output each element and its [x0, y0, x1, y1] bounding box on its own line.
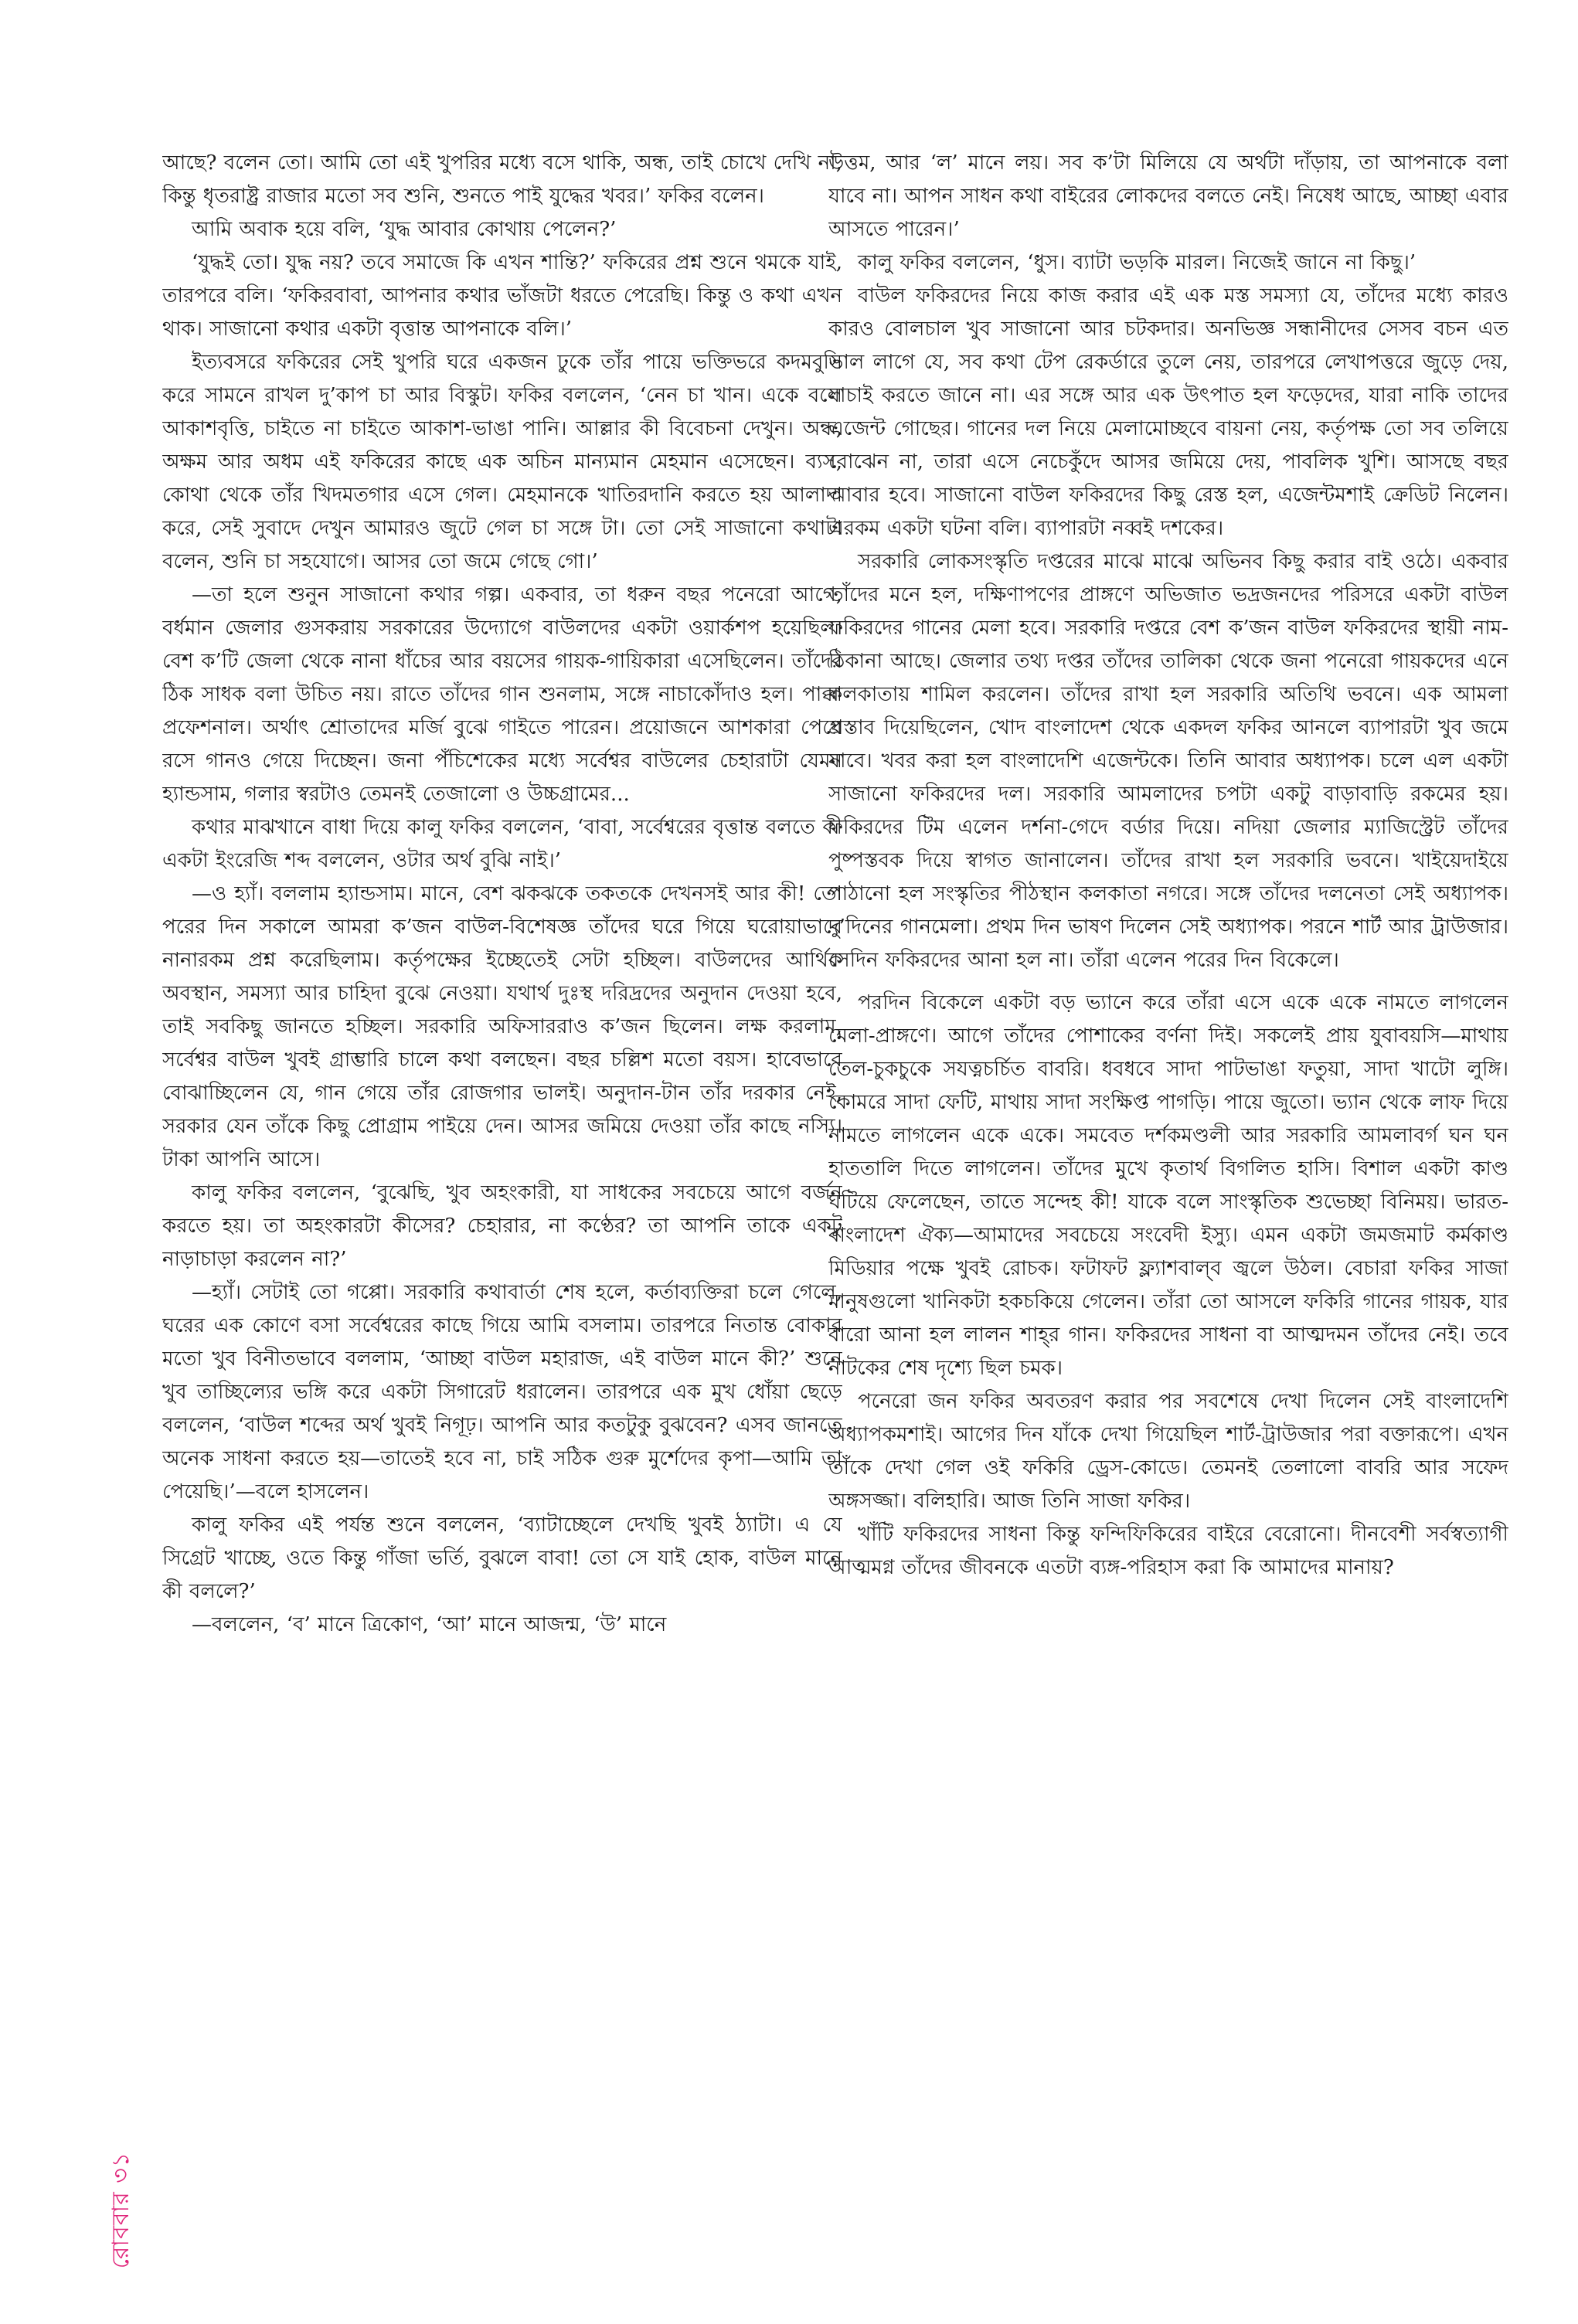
paragraph: পরদিন বিকেলে একটা বড় ভ্যানে করে তাঁরা এসে একে একে নামতে লাগলেন মেলা-প্রাঙ্গণে। আগে তাঁদের পোশাকের বর্ণনা দিই। সকলেই প্রায় যুবাবয়সি—মাথায় তেল-চুকচুকে সযত্নচর্চিত বাবরি। ধবধবে সাদা পাটভাঙা ফতুয়া, সাদা খাটো লুঙ্গি। কোমরে সাদা ফেটি, মাথায় সাদা সংক্ষিপ্ত পাগড়ি। পায়ে জুতো। ভ্যান থেকে লাফ দিয়ে নামতে লাগলেন একে একে। সমবেত দর্শকমণ্ডলী আর সরকারি আমলাবর্গ ঘন ঘন হাততালি দিতে লাগলেন। তাঁদের মুখে কৃতার্থ বিগলিত হাসি। বিশাল একটা কাণ্ড ঘটিয়ে ফেলেছেন, তাতে সন্দেহ কী! যাকে বলে সাংস্কৃতিক শুভেচ্ছা বিনিময়। ভারত-বাংলাদেশ ঐক্য—আমাদের সবচেয়ে সংবেদী ইস্যু। এমন একটা জমজমাট কর্মকাণ্ড মিডিয়ার পক্ষে খুবই রোচক। ফটাফট ফ্ল্যাশবাল্‌ব জ্বলে উঠল। বেচারা ফকির সাজা মানুষগুলো খানিকটা হকচকিয়ে গেলেন। তাঁরা তো আসলে ফকিরি গানের গায়ক, যার বারো আনা হল লালন শাহ্‌র গান। ফকিরদের সাধনা বা আত্মদমন তাঁদের নেই। তবে নাটকের শেষ দৃশ্যে ছিল চমক। — [828, 991, 1508, 1380]
paragraph: বাউল ফকিরদের নিয়ে কাজ করার এই এক মস্ত সমস্যা যে, তাঁদের মধ্যে কারও কারও বোলচাল খুব সাজানো আর চটকদার। অনভিজ্ঞ সন্ধানীদের সেসব বচন এত ভাল লাগে যে, সব কথা টেপ রেকর্ডারে তুলে নেয়, তারপরে লেখাপত্তরে জুড়ে দেয়, যাচাই করতে জানে না। এর সঙ্গে আর এক উৎপাত হল ফড়েদের, যারা নাকি তাদের এজেন্ট গোছের। গানের দল নিয়ে মেলামোচ্ছবে বায়না নেয়, কর্তৃপক্ষ তো সব তলিয়ে বোঝেন না, তারা এসে নেচেকুঁদে আসর জমিয়ে দেয়, পাবলিক খুশি। আসছে বছর আবার হবে। সাজানো বাউল ফকিরদের কিছু রেস্ত হল, এজেন্টমশাই ক্রেডিট নিলেন। এরকম একটা ঘটনা বলি। ব্যাপারটা নব্বই দশকের। — [828, 284, 1508, 540]
paragraph: —হ্যাঁ। সেটাই তো গপ্পো। সরকারি কথাবার্তা শেষ হলে, কর্তাব্যক্তিরা চলে গেলে, ঘরের এক কোণে বসা সর্বেশ্বরের কাছে গিয়ে আমি বসলাম। তারপরে নিতান্ত বোকার মতো খুব বিনীতভাবে বললাম, ‘আচ্ছা বাউল মহারাজ, এই বাউল মানে কী?’ শুনে খুব তাচ্ছিল্যের ভঙ্গি করে একটা সিগারেট ধরালেন। তারপরে এক মুখ ধোঁয়া ছেড়ে বললেন, ‘বাউল শব্দের অর্থ খুবই নিগূঢ়। আপনি আর কতটুকু বুঝবেন? এসব জানতে অনেক সাধনা করতে হয়—তাতেই হবে না, চাই সঠিক গুরু মুর্শেদের কৃপা—আমি তা পেয়েছি।’—বলে হাসলেন। — [162, 1281, 842, 1503]
paragraph: ইত্যবসরে ফকিরের সেই খুপরি ঘরে একজন ঢুকে তাঁর পায়ে ভক্তিভরে কদমবুসি করে সামনে রাখল দু’কাপ চা আর বিস্কুট। ফকির বললেন, ‘নেন চা খান। একে বলে আকাশবৃত্তি, চাইতে না চাইতে আকাশ-ভাঙা পানি। আল্লার কী বিবেচনা দেখুন। অন্ধ, অক্ষম আর অধম এই ফকিরের কাছে এক অচিন মান্যমান মেহমান এসেছেন। ব্যস, কোথা থেকে তাঁর খিদমতগার এসে গেল। মেহমানকে খাতিরদানি করতে হয় আলাদা করে, সেই সুবাদে দেখুন আমারও জুটে গেল চা সঙ্গে টা। তো সেই সাজানো কথাটা বলেন, শুনি চা সহযোগে। আসর তো জমে গেছে গো।’ — [162, 351, 842, 573]
paragraph: উত্তম, আর ‘ল’ মানে লয়। সব ক’টা মিলিয়ে যে অর্থটা দাঁড়ায়, তা আপনাকে বলা যাবে না। আপন সাধন কথা বাইরের লোকদের বলতে নেই। নিষেধ আছে, আচ্ছা এবার আসতে পারেন।’ — [828, 151, 1508, 241]
paragraph: আছে? বলেন তো। আমি তো এই খুপরির মধ্যে বসে থাকি, অন্ধ, তাই চোখে দেখি না, কিন্তু ধৃতরাষ্ট্র রাজার মতো সব শুনি, শুনতে পাই যুদ্ধের খবর।’ ফকির বলেন। — [162, 151, 842, 208]
paragraph: কালু ফকির বললেন, ‘ধুস। ব্যাটা ভড়কি মারল। নিজেই জানে না কিছু।’ — [858, 251, 1416, 274]
left-column — [162, 147, 842, 2264]
paragraph: সরকারি লোকসংস্কৃতি দপ্তরের মাঝে মাঝে অভিনব কিছু করার বাই ওঠে। একবার তাঁদের মনে হল, দক্ষিণাপণের প্রাঙ্গণে অভিজাত ভদ্রজনদের পরিসরে একটা বাউল ফকিরদের গানের মেলা হবে। সরকারি দপ্তরে বেশ ক’জন বাউল ফকিরদের স্থায়ী নাম-ঠিকানা আছে। জেলার তথ্য দপ্তর তাঁদের তালিকা থেকে জনা পনেরো গায়কদের এনে কলকাতায় শামিল করলেন। তাঁদের রাখা হল সরকারি অতিথি ভবনে। এক আমলা প্রস্তাব দিয়েছিলেন, খোদ বাংলাদেশ থেকে একদল ফকির আনলে ব্যাপারটা খুব জমে যাবে। খবর করা হল বাংলাদেশি এজেন্টকে। তিনি আবার অধ্যাপক। চলে এল একটা সাজানো ফকিরদের দল। সরকারি আমলাদের চপটা একটু বাড়াবাড়ি রকমের হয়। ফকিরদের টিম এলেন দর্শনা-গেদে বর্ডার দিয়ে। নদিয়া জেলার ম্যাজিস্ট্রেট তাঁদের পুষ্পস্তবক দিয়ে স্বাগত জানালেন। তাঁদের রাখা হল সরকারি ভবনে। খাইয়েদাইয়ে পাঠানো হল সংস্কৃতির পীঠস্থান কলকাতা নগরে। সঙ্গে তাঁদের দলনেতা সেই অধ্যাপক। দু’দিনের গানমেলা। প্রথম দিন ভাষণ দিলেন সেই অধ্যাপক। পরনে শার্ট আর ট্রাউজার। সেদিন ফকিরদের আনা হল না। তাঁরা এলেন পরের দিন বিকেলে। — [828, 550, 1508, 972]
paragraph: খাঁটি ফকিরদের সাধনা কিন্তু ফন্দিফিকিরের বাইরে বেরোনো। দীনবেশী সর্বস্বত্যাগী আত্মমগ্ন তাঁদের জীবনকে এতটা ব্যঙ্গ-পরিহাস করা কি আমাদের মানায়? — [828, 1523, 1508, 1579]
paragraph: —তা হলে শুনুন সাজানো কথার গল্প। একবার, তা ধরুন বছর পনেরো আগে, বর্ধমান জেলার গুসকরায় সরকারের উদ্যোগে বাউলদের একটা ওয়ার্কশপ হয়েছিল। বেশ ক’টি জেলা থেকে নানা ধাঁচের আর বয়সের গায়ক-গায়িকারা এসেছিলেন। তাঁদের ঠিক সাধক বলা উচিত নয়। রাতে তাঁদের গান শুনলাম, সঙ্গে নাচাকোঁদাও হল। পাক্কা প্রফেশনাল। অর্থাৎ শ্রোতাদের মর্জি বুঝে গাইতে পারেন। প্রয়োজনে আশকারা পেয়ে রসে গানও গেয়ে দিচ্ছেন। জনা পঁচিশেকের মধ্যে সর্বেশ্বর বাউলের চেহারাটা যেমন হ্যান্ডসাম, গলার স্বরটাও তেমনই তেজালো ও উচ্চগ্রামের... — [162, 583, 842, 806]
paragraph: —বললেন, ‘ব’ মানে ত্রিকোণ, ‘আ’ মানে আজন্ম, ‘উ’ মানে — [192, 1613, 667, 1636]
right-column — [828, 147, 1508, 2264]
paragraph: কালু ফকির এই পর্যন্ত শুনে বললেন, ‘ব্যাটাচ্ছেলে দেখছি খুবই ঠ্যাটা। এ যে সিগ্রেট খাচ্ছে, ওতে কিন্তু গাঁজা ভর্তি, বুঝলে বাবা! তো সে যাই হোক, বাউল মানে কী বললে?’ — [162, 1514, 842, 1603]
paragraph: —ও হ্যাঁ। বললাম হ্যান্ডসাম। মানে, বেশ ঝকঝকে তকতকে দেখনসই আর কী! তো পরের দিন সকালে আমরা ক’জন বাউল-বিশেষজ্ঞ তাঁদের ঘরে গিয়ে ঘরোয়াভাবে নানারকম প্রশ্ন করেছিলাম। কর্তৃপক্ষের ইচ্ছেতেই সেটা হচ্ছিল। বাউলদের আর্থিক অবস্থান, সমস্যা আর চাহিদা বুঝে নেওয়া। যথার্থ দুঃস্থ দরিদ্রদের অনুদান দেওয়া হবে, তাই সবকিছু জানতে হচ্ছিল। সরকারি অফিসাররাও ক’জন ছিলেন। লক্ষ করলাম, সর্বেশ্বর বাউল খুবই গ্রাম্ভারি চালে কথা বলছেন। বছর চল্লিশ মতো বয়স। হাবেভাবে বোঝাচ্ছিলেন যে, গান গেয়ে তাঁর রোজগার ভালই। অনুদান-টান তাঁর দরকার নেই, সরকার যেন তাঁকে কিছু প্রোগ্রাম পাইয়ে দেন। আসর জমিয়ে দেওয়া তাঁর কাছে নস্যি। টাকা আপনি আসে। — [162, 882, 842, 1171]
paragraph: আমি অবাক হয়ে বলি, ‘যুদ্ধ আবার কোথায় পেলেন?’ — [192, 218, 617, 241]
paragraph: কালু ফকির বললেন, ‘বুঝেছি, খুব অহংকারী, যা সাধকের সবচেয়ে আগে বর্জন করতে হয়। তা অহংকারটা কীসের? চেহারার, না কণ্ঠের? তা আপনি তাকে একটু নাড়াচাড়া করলেন না?’ — [162, 1181, 842, 1271]
folio-text: রোববার ৩১ — [107, 2151, 135, 2268]
paragraph: পনেরো জন ফকির অবতরণ করার পর সবশেষে দেখা দিলেন সেই বাংলাদেশি অধ্যাপকমশাই। আগের দিন যাঁকে দেখা গিয়েছিল শার্ট-ট্রাউজার পরা বক্তারূপে। এখন তাঁকে দেখা গেল ওই ফকিরি ড্রেস-কোডে। তেমনই তেলালো বাবরি আর সফেদ অঙ্গসজ্জা। বলিহারি। আজ তিনি সাজা ফকির। — [828, 1390, 1508, 1513]
paragraph: ‘যুদ্ধই তো। যুদ্ধ নয়? তবে সমাজে কি এখন শান্তি?’ ফকিরের প্রশ্ন শুনে থমকে যাই, তারপরে বলি। ‘ফকিরবাবা, আপনার কথার ভাঁজটা ধরতে পেরেছি। কিন্তু ও কথা এখন থাক। সাজানো কথার একটা বৃত্তান্ত আপনাকে বলি।’ — [162, 251, 842, 341]
paragraph: কথার মাঝখানে বাধা দিয়ে কালু ফকির বললেন, ‘বাবা, সর্বেশ্বরের বৃত্তান্ত বলতে কী একটা ইংরেজি শব্দ বললেন, ওটার অর্থ বুঝি নাই।’ — [162, 816, 842, 872]
page-folio — [99, 2125, 145, 2295]
